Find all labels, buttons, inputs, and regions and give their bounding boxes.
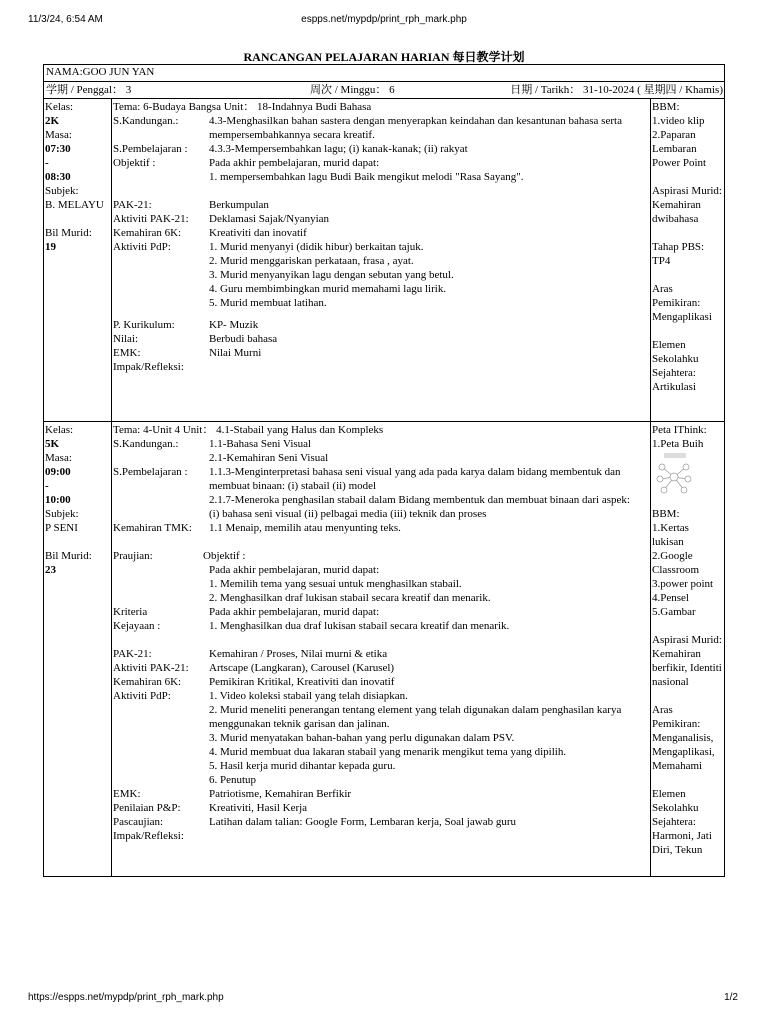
pdp-step: 1. Murid menyanyi (didik hibur) berkaitan tajuk.	[209, 241, 424, 253]
emk-label: EMK:	[113, 788, 141, 800]
sk-label: S.Kandungan.:	[113, 438, 179, 450]
emk-label: EMK:	[113, 347, 141, 359]
time-dash: -	[45, 480, 49, 492]
pak21-label: PAK-21:	[113, 199, 152, 211]
kriteria-label: Kriteria	[113, 606, 148, 618]
sk-line: 2.1-Kemahiran Seni Visual	[209, 452, 329, 464]
emk-value: Patriotisme, Kemahiran Berfikir	[209, 788, 352, 800]
kurikulum-label: P. Kurikulum:	[113, 319, 175, 331]
pdp-step: 1. Video koleksi stabail yang telah disiapkan.	[209, 690, 408, 702]
start-time: 09:00	[45, 466, 71, 478]
lesson-1-info	[44, 99, 112, 421]
lesson-plan-sheet	[43, 64, 725, 877]
bubble-map-icon	[654, 453, 694, 499]
aktiviti-pak21-value: Artscape (Langkaran), Carousel (Karusel)	[209, 662, 395, 674]
lesson-2-content	[112, 422, 651, 876]
pak21-value: Berkumpulan	[209, 199, 269, 211]
tema: Tema: 6-Budaya Bangsa Unit： 18-Indahnya Budi Bahasa	[113, 101, 372, 113]
pascaujian-value: Latihan dalam talian: Google Form, Lembaran kerja, Soal jawab guru	[209, 816, 516, 828]
side-line: 1.Peta Buih	[652, 438, 704, 450]
sk-line: 1.1-Bahasa Seni Visual	[209, 438, 312, 450]
side-line: TP4	[652, 255, 671, 267]
sp-line: membuat binaan: (i) stabail (ii) model	[209, 480, 377, 492]
side-line: BBM:	[652, 101, 680, 113]
side-line: 5.Gambar	[652, 606, 696, 618]
bil-murid-value: 23	[45, 564, 56, 576]
objektif-line: 2. Menghasilkan draf lukisan stabail secara kreatif dan menarik.	[209, 592, 491, 604]
penilaian-label: Penilaian P&P:	[113, 802, 181, 814]
subjek-label: Subjek:	[45, 185, 79, 197]
sp-line: 2.1.7-Meneroka penghasilan stabail dalam Bidang membentuk dan membuat binaan dari aspek:	[209, 494, 630, 506]
aktiviti-pdp-label: Aktiviti PdP:	[113, 690, 171, 702]
meta-row	[44, 82, 724, 99]
start-time: 07:30	[45, 143, 71, 155]
date-label: 日期 / Tarikh： 31-10-2024 ( 星期四 / Khamis)	[510, 84, 723, 96]
kemahiran-6k-label: Kemahiran 6K:	[113, 227, 182, 239]
kriteria-line: 1. Menghasilkan dua draf lukisan stabail secara kreatif dan menarik.	[209, 620, 510, 632]
sp-line: (i) bahasa seni visual (ii) pelbagai media (iii) teknik dan proses	[209, 508, 487, 520]
pdp-step: 2. Murid menggariskan perkataan, frasa , ayat.	[209, 255, 414, 267]
kriteria-line: Pada akhir pembelajaran, murid dapat:	[209, 606, 380, 618]
aktiviti-pdp-label: Aktiviti PdP:	[113, 241, 171, 253]
side-line: Menganalisis,	[652, 732, 714, 744]
side-line: 4.Pensel	[652, 592, 689, 604]
browser-print-header	[0, 14, 768, 28]
kejayaan-label: Kejayaan :	[113, 620, 161, 632]
side-line: Sejahtera:	[652, 367, 696, 379]
lesson-2-resources	[651, 422, 724, 876]
objektif-label: Objektif :	[113, 157, 156, 169]
lesson-2	[44, 422, 724, 876]
lesson-1	[44, 99, 724, 422]
side-line: Elemen	[652, 788, 686, 800]
side-line: Pemikiran:	[652, 297, 701, 309]
lesson-1-resources	[651, 99, 724, 421]
pascaujian-label: Pascaujian:	[113, 816, 164, 828]
side-line: Aras	[652, 704, 673, 716]
masa-label: Masa:	[45, 129, 72, 141]
bil-murid-label: Bil Murid:	[45, 227, 92, 239]
pak21-label: PAK-21:	[113, 648, 152, 660]
objektif-line: 1. mempersembahkan lagu Budi Baik mengikut melodi "Rasa Sayang".	[209, 171, 524, 183]
tema: Tema: 4-Unit 4 Unit： 4.1-Stabail yang Halus dan Kompleks	[113, 424, 384, 436]
side-line: Aspirasi Murid:	[652, 185, 722, 197]
pdp-step: 6. Penutup	[209, 774, 257, 786]
sp-label: S.Pembelajaran :	[113, 466, 188, 478]
objektif-line: Pada akhir pembelajaran, murid dapat:	[209, 564, 380, 576]
teacher-name: NAMA:GOO JUN YAN	[44, 65, 724, 82]
tmk-label: Kemahiran TMK:	[113, 522, 192, 534]
pdp-step: 5. Murid membuat latihan.	[209, 297, 327, 309]
objektif-label: Objektif :	[203, 550, 246, 562]
time-dash: -	[45, 157, 49, 169]
pdp-step: 4. Murid membuat dua lakaran stabail yang menarik mengikut tema yang dipilih.	[209, 746, 567, 758]
impak-label: Impak/Refleksi:	[113, 830, 184, 842]
side-line: BBM:	[652, 508, 680, 520]
sk-label: S.Kandungan.:	[113, 115, 179, 127]
pdp-step: 3. Murid menyanyikan lagu dengan sebutan yang betul.	[209, 269, 454, 281]
side-line: Memahami	[652, 760, 703, 772]
nilai-label: Nilai:	[113, 333, 139, 345]
masa-label: Masa:	[45, 452, 72, 464]
kemahiran-6k-label: Kemahiran 6K:	[113, 676, 182, 688]
document-title: RANCANGAN PELAJARAN HARIAN 每日教学计划	[243, 50, 525, 64]
side-line: Mengaplikasi,	[652, 746, 715, 758]
kemahiran-6k-value: Pemikiran Kritikal, Kreativiti dan inovatif	[209, 676, 395, 688]
side-line: Kemahiran	[652, 199, 701, 211]
term-label: 学期 / Penggal： 3	[46, 84, 132, 96]
side-line: Artikulasi	[652, 381, 696, 393]
week-label: 周次 / Minggu： 6	[310, 84, 395, 96]
side-line: 1.Kertas	[652, 522, 689, 534]
side-line: Power Point	[652, 157, 707, 169]
aktiviti-pak21-label: Aktiviti PAK-21:	[113, 213, 189, 225]
side-line: Classroom	[652, 564, 700, 576]
sp-label: S.Pembelajaran :	[113, 143, 188, 155]
side-line: Aras	[652, 283, 673, 295]
pdp-step: 4. Guru membimbingkan murid memahami lagu lirik.	[209, 283, 447, 295]
side-line: lukisan	[652, 536, 684, 548]
side-line: Peta IThink:	[652, 424, 707, 436]
kelas-label: Kelas:	[45, 101, 74, 113]
side-line: 3.power point	[652, 578, 714, 590]
sk-line: 4.3-Menghasilkan bahan sastera dengan menyerapkan keindahan dan kesantunan bahasa serta	[209, 115, 622, 127]
aktiviti-pak21-label: Aktiviti PAK-21:	[113, 662, 189, 674]
aktiviti-pak21-value: Deklamasi Sajak/Nyanyian	[209, 213, 330, 225]
end-time: 10:00	[45, 494, 71, 506]
subjek-label: Subjek:	[45, 508, 79, 520]
side-line: Aspirasi Murid:	[652, 634, 722, 646]
lesson-1-content	[112, 99, 651, 421]
tmk-value: 1.1 Menaip, memilih atau menyunting teks.	[209, 522, 401, 534]
side-line: 2.Google	[652, 550, 693, 562]
pdp-step: 5. Hasil kerja murid dihantar kepada guru.	[209, 760, 396, 772]
kemahiran-6k-value: Kreativiti dan inovatif	[209, 227, 307, 239]
side-line: berfikir, Identiti	[652, 662, 722, 674]
side-line: Mengaplikasi	[652, 311, 712, 323]
sk-line: mempersembahkannya secara kreatif.	[209, 129, 375, 141]
objektif-line: 1. Memilih tema yang sesuai untuk menghasilkan stabail.	[209, 578, 462, 590]
side-line: Sekolahku	[652, 353, 699, 365]
print-datetime: 11/3/24, 6:54 AM	[28, 14, 103, 25]
page-number: 1/2	[724, 992, 738, 1003]
impak-label: Impak/Refleksi:	[113, 361, 184, 373]
side-line: Pemikiran:	[652, 718, 701, 730]
side-line: Tahap PBS:	[652, 241, 705, 253]
praujian-label: Praujian:	[113, 550, 153, 562]
side-line: Diri, Tekun	[652, 844, 703, 856]
side-line: Harmoni, Jati	[652, 830, 712, 842]
side-line: dwibahasa	[652, 213, 699, 225]
bil-murid-label: Bil Murid:	[45, 550, 92, 562]
pdp-step: 2. Murid meneliti penerangan tentang element yang telah digunakan dalam penghasilan karya	[209, 704, 622, 716]
pdp-step: 3. Murid menyatakan bahan-bahan yang perlu digunakan dalam PSV.	[209, 732, 515, 744]
side-line: Sejahtera:	[652, 816, 696, 828]
side-line: Sekolahku	[652, 802, 699, 814]
nilai-value: Berbudi bahasa	[209, 333, 278, 345]
subjek-value: B. MELAYU	[45, 199, 104, 211]
browser-print-footer	[0, 992, 768, 1006]
side-line: 1.video klip	[652, 115, 705, 127]
kurikulum-value: KP- Muzik	[209, 319, 259, 331]
end-time: 08:30	[45, 171, 71, 183]
print-url-title: espps.net/mypdp/print_rph_mark.php	[301, 14, 467, 25]
subjek-value: P SENI	[45, 522, 78, 534]
side-line: 2.Paparan	[652, 129, 696, 141]
lesson-2-info	[44, 422, 112, 876]
side-line: nasional	[652, 676, 689, 688]
objektif-line: Pada akhir pembelajaran, murid dapat:	[209, 157, 380, 169]
kelas-value: 2K	[45, 115, 60, 127]
sp-line: 1.1.3-Menginterpretasi bahasa seni visual yang ada pada karya dalam bidang membentuk dan	[209, 466, 621, 478]
emk-value: Nilai Murni	[209, 347, 262, 359]
bil-murid-value: 19	[45, 241, 56, 253]
side-line: Kemahiran	[652, 648, 701, 660]
pak21-value: Kemahiran / Proses, Nilai murni & etika	[209, 648, 388, 660]
kelas-label: Kelas:	[45, 424, 74, 436]
kelas-value: 5K	[45, 438, 60, 450]
penilaian-value: Kreativiti, Hasil Kerja	[209, 802, 308, 814]
side-line: Lembaran	[652, 143, 697, 155]
pdp-step: menggunakan teknik garisan dan jalinan.	[209, 718, 390, 730]
side-line: Elemen	[652, 339, 686, 351]
sp-line: 4.3.3-Mempersembahkan lagu; (i) kanak-kanak; (ii) rakyat	[209, 143, 468, 155]
footer-url: https://espps.net/mypdp/print_rph_mark.php	[28, 992, 224, 1003]
